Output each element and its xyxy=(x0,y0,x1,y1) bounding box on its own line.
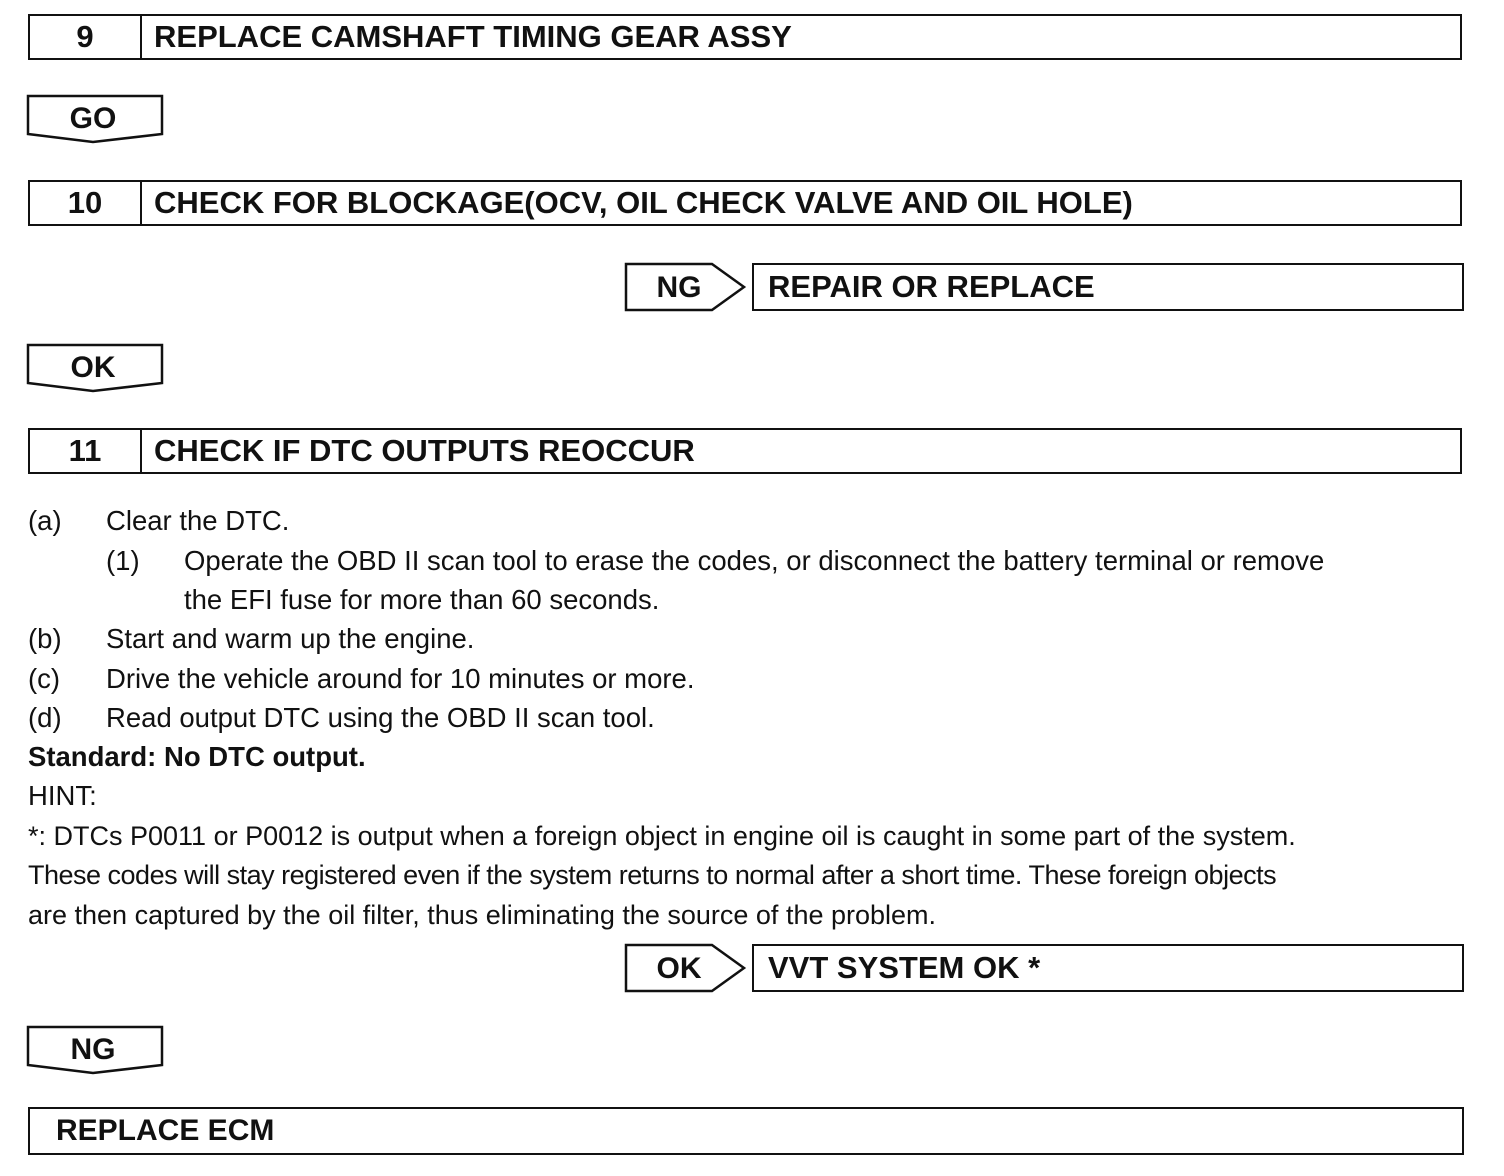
item-text: Clear the DTC. xyxy=(106,505,290,536)
hint-line: are then captured by the oil filter, thus eliminating the source of the problem. xyxy=(28,900,937,930)
item-label: (c) xyxy=(28,663,61,694)
step-title: REPLACE CAMSHAFT TIMING GEAR ASSY xyxy=(154,19,792,54)
item-label: (b) xyxy=(28,623,62,654)
go-label: GO xyxy=(69,102,117,135)
replace-ecm-box: REPLACE ECM xyxy=(28,1107,1464,1155)
item-text: Read output DTC using the OBD II scan tool. xyxy=(106,702,655,733)
ng-label: NG xyxy=(70,1033,116,1066)
step-11-box xyxy=(28,428,1462,474)
procedure-item-1-continuation: the EFI fuse for more than 60 seconds. xyxy=(184,584,660,615)
item-text: Operate the OBD II scan tool to erase the codes, or disconnect the battery terminal or remove xyxy=(184,545,1325,576)
step-number: 10 xyxy=(30,182,142,224)
ng-arrow xyxy=(624,262,750,314)
item-text: Start and warm up the engine. xyxy=(106,623,475,654)
item-text: Drive the vehicle around for 10 minutes or more. xyxy=(106,663,695,694)
hint-label: HINT: xyxy=(28,780,97,811)
vvt-system-ok-box: VVT SYSTEM OK * xyxy=(752,944,1464,992)
step-title: CHECK IF DTC OUTPUTS REOCCUR xyxy=(154,433,695,468)
standard-text: Standard: No DTC output. xyxy=(28,741,366,772)
ok-arrow xyxy=(26,343,166,395)
ng-label: NG xyxy=(656,271,702,304)
ok-label: OK xyxy=(656,952,702,985)
item-label: (1) xyxy=(106,545,140,576)
step-title: CHECK FOR BLOCKAGE(OCV, OIL CHECK VALVE AND OIL HOLE) xyxy=(154,185,1133,220)
step-number: 11 xyxy=(30,430,142,472)
hint-line: *: DTCs P0011 or P0012 is output when a foreign object in engine oil is caught in some part of the system. xyxy=(28,821,1296,851)
step-9-box xyxy=(28,14,1462,60)
repair-or-replace-box: REPAIR OR REPLACE xyxy=(752,263,1464,311)
ng-arrow xyxy=(26,1025,166,1077)
item-label: (d) xyxy=(28,702,62,733)
ok-arrow xyxy=(624,943,750,995)
hint-line: These codes will stay registered even if the system returns to normal after a short time. These foreign objects xyxy=(28,860,1277,890)
ok-label: OK xyxy=(70,351,116,384)
step-10-box xyxy=(28,180,1462,226)
step-number: 9 xyxy=(30,16,142,58)
item-label: (a) xyxy=(28,505,62,536)
go-arrow xyxy=(26,94,166,146)
